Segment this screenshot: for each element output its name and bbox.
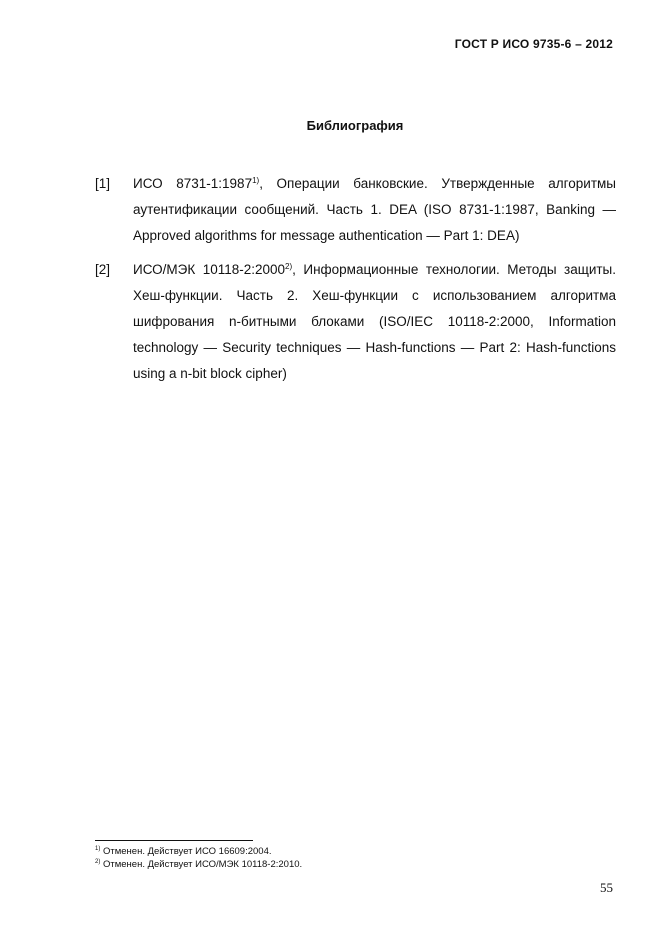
bibliography-entry: [95, 257, 616, 387]
footnote-divider: [95, 840, 253, 841]
entry-description: , Операции банковские. Утвержденные алгоритмы аутентификации сообщений. Часть 1. DEA (ISO 8731-1:1987, Banking — Approved algorithms for message authentication — Part 1: DEA): [133, 176, 616, 243]
document-code: ГОСТ Р ИСО 9735-6 – 2012: [454, 37, 613, 51]
footnote: [95, 858, 302, 871]
footnote-marker: 2): [95, 859, 101, 865]
footnote-marker: 1): [95, 846, 101, 852]
entry-body: [133, 257, 616, 387]
footnote-marker: 2): [285, 262, 293, 271]
page-number: 55: [600, 880, 613, 895]
entry-reference: ИСО 8731-1:1987: [133, 176, 253, 191]
section-title: Библиография: [306, 118, 404, 133]
entry-description: , Информационные технологии. Методы защиты. Хеш-функции. Часть 2. Хеш-функции с использованием алгоритма шифрования n-битными блоками (ISO/IEC 10118-2:2000, Information technology — Security techniques — Hash-functions — Part 2: Hash-functions using a n-bit block cipher): [133, 262, 617, 381]
entry-number: [2]: [95, 262, 111, 277]
entry-number: [1]: [95, 176, 111, 191]
footnote: [95, 845, 272, 858]
footnote-marker: 1): [252, 176, 260, 185]
footnote-text: Отменен. Действует ИСО/МЭК 10118-2:2010.: [100, 859, 303, 870]
bibliography-entry: [95, 171, 616, 249]
entry-body: [133, 171, 616, 249]
footnote-text: Отменен. Действует ИСО 16609:2004.: [100, 846, 272, 857]
entry-reference: ИСО/МЭК 10118-2:2000: [133, 262, 286, 277]
